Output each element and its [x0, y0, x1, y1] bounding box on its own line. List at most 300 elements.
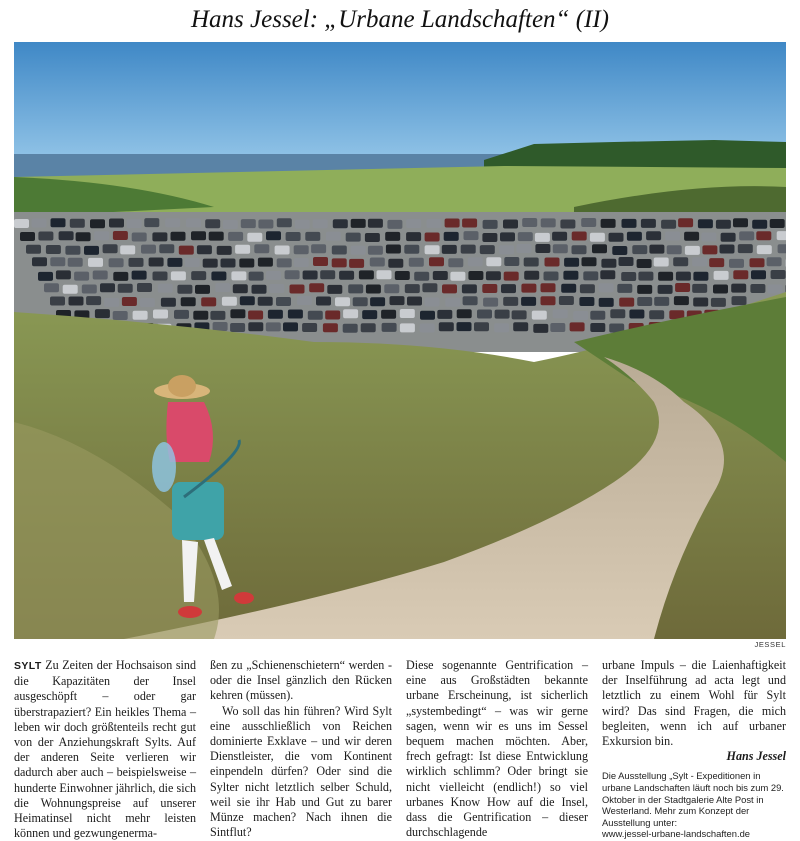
parked-car — [103, 244, 118, 253]
parked-car — [570, 322, 585, 331]
parked-car — [348, 284, 363, 293]
parked-car — [463, 296, 478, 305]
parked-car — [161, 298, 176, 307]
parked-car — [395, 271, 410, 280]
parked-car — [661, 220, 676, 229]
parked-car — [205, 219, 220, 228]
parked-car — [767, 257, 782, 266]
parked-car — [109, 258, 124, 267]
parked-car — [268, 310, 283, 319]
parked-car — [137, 283, 152, 292]
parked-car — [294, 258, 309, 267]
parked-car — [171, 271, 186, 280]
parked-car — [248, 311, 263, 320]
parked-car — [122, 297, 137, 306]
author-signature: Hans Jessel — [602, 749, 786, 764]
parked-car — [474, 322, 489, 331]
parked-car — [429, 257, 444, 266]
paragraph: Diese sogenannte Gentrification – eine aus Großstädten bekannte urbane Erscheinung, ist sicherlich „systembedingt“ – was wir gerne sagen, wenn wir es uns im Sessel bequem machen möchten. Aber, frech gefragt: Ist diese Entwicklung wirklich schlimm? Oder bringt sie nicht vielleicht (endlich!) so viel urbanes Know How auf die Insel, dass die Gentrification – dieser durchschlagende — [406, 658, 588, 840]
parked-car — [335, 297, 350, 306]
parked-car — [158, 284, 173, 293]
parked-car — [82, 285, 97, 294]
article-photo — [14, 42, 786, 639]
parked-car — [93, 271, 108, 280]
parked-car — [445, 219, 460, 228]
parked-car — [646, 231, 661, 240]
parked-car — [637, 297, 652, 306]
parked-car — [346, 233, 361, 242]
parked-car — [541, 218, 556, 227]
parked-car — [768, 285, 783, 294]
parked-car — [309, 283, 324, 292]
parked-car — [290, 285, 305, 294]
parked-car — [113, 272, 128, 281]
parked-car — [641, 219, 656, 228]
parked-car — [437, 310, 452, 319]
parked-car — [109, 219, 124, 228]
parked-car — [302, 323, 317, 332]
parked-car — [370, 297, 385, 306]
parked-car — [258, 258, 273, 267]
parked-car — [495, 310, 510, 319]
parked-car — [313, 219, 328, 228]
parked-car — [84, 246, 99, 255]
parked-car — [600, 270, 615, 279]
parked-car — [181, 297, 196, 306]
parked-car — [524, 258, 539, 267]
parked-car — [230, 309, 245, 318]
parked-car — [580, 284, 595, 293]
parked-car — [563, 271, 578, 280]
parked-car — [59, 231, 74, 240]
parked-car — [141, 245, 156, 254]
parked-car — [658, 272, 673, 281]
parked-car — [665, 232, 680, 241]
parked-car — [46, 245, 61, 254]
parked-car — [388, 259, 403, 268]
parked-car — [673, 257, 688, 266]
parked-car — [249, 272, 264, 281]
parked-car — [100, 283, 115, 292]
parked-car — [500, 232, 515, 241]
parked-car — [535, 244, 550, 253]
parked-car — [248, 322, 263, 331]
parked-car — [252, 285, 267, 294]
parked-car — [714, 271, 729, 280]
parked-car — [177, 285, 192, 294]
parked-car — [553, 244, 568, 253]
parked-car — [409, 258, 424, 267]
parked-car — [771, 270, 786, 279]
parked-car — [627, 232, 642, 241]
parked-car — [518, 232, 533, 241]
parked-car — [349, 259, 364, 268]
parked-car — [95, 309, 110, 318]
parked-car — [239, 259, 254, 268]
parked-car — [522, 218, 537, 227]
parked-car — [197, 245, 212, 254]
parked-car — [733, 218, 748, 227]
parked-car — [739, 231, 754, 240]
parked-car — [129, 258, 144, 267]
parked-car — [382, 323, 397, 332]
parked-car — [387, 220, 402, 229]
parked-car — [365, 233, 380, 242]
parked-car — [247, 233, 262, 242]
parked-car — [275, 246, 290, 255]
parked-car — [159, 244, 174, 253]
parked-car — [213, 322, 228, 331]
parked-car — [685, 246, 700, 255]
parked-car — [486, 271, 501, 280]
parked-car — [654, 258, 669, 267]
parked-car — [433, 271, 448, 280]
parked-car — [69, 297, 84, 306]
parked-car — [400, 323, 415, 332]
parked-car — [693, 298, 708, 307]
parked-car — [486, 257, 501, 266]
parked-car — [400, 309, 415, 318]
parked-car — [295, 220, 310, 229]
parked-car — [503, 297, 518, 306]
parked-car — [326, 232, 341, 241]
parked-car — [222, 297, 237, 306]
parked-car — [439, 322, 454, 331]
parked-car — [386, 245, 401, 254]
parked-car — [266, 271, 281, 280]
parked-car — [750, 284, 765, 293]
parked-car — [512, 310, 527, 319]
parked-car — [541, 283, 556, 292]
parked-car — [50, 257, 65, 266]
parked-car — [132, 233, 147, 242]
parked-car — [351, 219, 366, 228]
parked-car — [729, 259, 744, 268]
parked-car — [621, 272, 636, 281]
parked-car — [778, 244, 786, 253]
parked-car — [343, 309, 358, 318]
parked-car — [420, 324, 435, 333]
parked-car — [654, 297, 669, 306]
parked-car — [217, 246, 232, 255]
parked-car — [370, 258, 385, 267]
parked-car — [231, 271, 246, 280]
parked-car — [240, 296, 255, 305]
parked-car — [381, 310, 396, 319]
parked-car — [191, 271, 206, 280]
parked-car — [171, 232, 186, 241]
parked-car — [405, 284, 420, 293]
parked-car — [210, 311, 225, 320]
parked-car — [303, 271, 318, 280]
parked-car — [667, 245, 682, 254]
parked-car — [752, 220, 767, 229]
parked-car — [327, 285, 342, 294]
parked-car — [414, 272, 429, 281]
parked-car — [617, 284, 632, 293]
parked-car — [425, 233, 440, 242]
parked-car — [191, 231, 206, 240]
parked-car — [599, 298, 614, 307]
parked-car — [20, 232, 35, 241]
kicker: SYLT — [14, 660, 42, 672]
parked-car — [368, 246, 383, 255]
parked-car — [339, 271, 354, 280]
parked-car — [684, 232, 699, 241]
photo-credit: JESSEL — [754, 640, 786, 649]
parked-car — [461, 245, 476, 254]
parked-car — [351, 246, 366, 255]
parked-car — [609, 233, 624, 242]
info-text: Die Ausstellung „Sylt - Expeditionen in urbane Landschaften läuft noch bis zum 29. Oktober in der Stadtgalerie Alte Post in Westerland. Mehr zum Konzept der Ausstellung unter: — [602, 770, 784, 827]
parked-car — [283, 322, 298, 331]
parked-car — [619, 298, 634, 307]
paragraph: urbane Impuls – die Laienhaftigkeit der Inselführung ad acta legt und letztlich zu einem Wohl für Sylt wird? Das sind Fragen, die mich begleiten, wenn ich auf urbaner Exkursion bin. — [602, 658, 786, 749]
text-column-2 — [210, 658, 392, 840]
parked-car — [233, 284, 248, 293]
parked-car — [325, 311, 340, 320]
parked-car — [457, 322, 472, 331]
parked-car — [193, 311, 208, 320]
parked-car — [68, 258, 83, 267]
parked-car — [63, 285, 78, 294]
parked-car — [442, 284, 457, 293]
parked-car — [464, 231, 479, 240]
parked-car — [590, 323, 605, 332]
parked-car — [368, 219, 383, 228]
parked-car — [14, 219, 29, 228]
parked-car — [541, 296, 556, 305]
parked-car — [425, 245, 440, 254]
parked-car — [390, 296, 405, 305]
parked-car — [320, 270, 335, 279]
parked-car — [503, 220, 518, 229]
parked-car — [140, 298, 155, 307]
parked-car — [552, 232, 567, 241]
parked-car — [425, 298, 440, 307]
parked-car — [313, 257, 328, 266]
parked-car — [649, 245, 664, 254]
parked-car — [468, 271, 483, 280]
parked-car — [638, 272, 653, 281]
parked-car — [211, 272, 226, 281]
parked-car — [468, 257, 483, 266]
parked-car — [716, 220, 731, 229]
parked-car — [770, 219, 785, 228]
parked-car — [693, 272, 708, 281]
parked-car — [573, 311, 588, 320]
parked-car — [482, 284, 497, 293]
parked-car — [420, 311, 435, 320]
parked-car — [230, 323, 245, 332]
parked-car — [70, 219, 85, 228]
parked-car — [133, 311, 148, 320]
parked-car — [266, 231, 281, 240]
parked-car — [698, 219, 713, 228]
parked-car — [285, 270, 300, 279]
parked-car — [572, 232, 587, 241]
parked-car — [104, 298, 119, 307]
parked-car — [185, 258, 200, 267]
parked-car — [241, 219, 256, 228]
parked-car — [572, 245, 587, 254]
parked-car — [545, 258, 560, 267]
parked-car — [65, 246, 80, 255]
paragraph: Zu Zeiten der Hochsaison sind die Kapazitäten der Insel ausgeschöpft – oder gar überstrapaziert? Ein heikles Thema – leben wir doch größtenteils recht gut von der Anziehungskraft Sylts. Auf der anderen Seite verlieren wir dadurch aber auch – beispielsweise – hunderte Einwohner jährlich, die sich die Wohnungspreise auf unserer Heimatinsel nicht mehr leisten können und gezwungenerma- — [14, 658, 196, 840]
parked-car — [649, 310, 664, 319]
parked-car — [76, 232, 91, 241]
parked-car — [450, 272, 465, 281]
parked-car — [757, 245, 772, 254]
parked-car — [676, 272, 691, 281]
parked-car — [266, 322, 281, 331]
parked-car — [494, 323, 509, 332]
parked-car — [674, 296, 689, 305]
parked-car — [445, 298, 460, 307]
parked-car — [444, 232, 459, 241]
parked-car — [738, 244, 753, 253]
parked-car — [297, 296, 312, 305]
parked-car — [702, 245, 717, 254]
parked-car — [448, 258, 463, 267]
parked-car — [713, 285, 728, 294]
parked-car — [316, 297, 331, 306]
parked-car — [560, 220, 575, 229]
parked-car — [235, 245, 250, 254]
parked-car — [692, 284, 707, 293]
parked-car — [777, 231, 786, 240]
parked-car — [599, 283, 614, 292]
parked-car — [629, 310, 644, 319]
parked-car — [678, 218, 693, 227]
text-column-1 — [14, 658, 196, 841]
parked-car — [457, 309, 472, 318]
parked-car — [721, 233, 736, 242]
parked-car — [288, 310, 303, 319]
parked-car — [483, 220, 498, 229]
parked-car — [601, 219, 616, 228]
parked-car — [32, 257, 47, 266]
parked-car — [422, 283, 437, 292]
parked-car — [51, 218, 66, 227]
parked-car — [113, 231, 128, 240]
parked-car — [38, 272, 53, 281]
parked-car — [333, 219, 348, 228]
parked-car — [544, 272, 559, 281]
parked-car — [427, 219, 442, 228]
parked-car — [501, 284, 516, 293]
parked-car — [149, 258, 164, 267]
parked-car — [559, 296, 574, 305]
parked-car — [442, 245, 457, 254]
parked-car — [113, 311, 128, 320]
parked-car — [517, 244, 532, 253]
parked-car — [533, 324, 548, 333]
parked-car — [203, 259, 218, 268]
parked-car — [612, 246, 627, 255]
parked-car — [385, 232, 400, 241]
parked-car — [153, 310, 168, 319]
parked-car — [504, 257, 519, 266]
parked-car — [86, 296, 101, 305]
parked-car — [228, 232, 243, 241]
parked-car — [258, 297, 273, 306]
parked-car — [323, 323, 338, 332]
parked-car — [733, 270, 748, 279]
parked-car — [332, 258, 347, 267]
info-url-link[interactable]: www.jessel-urbane-landschaften.de — [602, 828, 786, 840]
parked-car — [513, 322, 528, 331]
parked-car — [579, 297, 594, 306]
parked-car — [750, 258, 765, 267]
text-column-3 — [406, 658, 588, 840]
parked-car — [74, 272, 89, 281]
parked-car — [88, 258, 103, 267]
sky — [14, 42, 786, 157]
parked-car — [90, 219, 105, 228]
parked-car — [637, 259, 652, 268]
parked-car — [499, 245, 514, 254]
parked-car — [120, 245, 135, 254]
parked-car — [732, 296, 747, 305]
parked-car — [483, 298, 498, 307]
parked-car — [165, 218, 180, 227]
parked-car — [658, 285, 673, 294]
parked-car — [581, 218, 596, 227]
parked-car — [622, 219, 637, 228]
text-column-4 — [602, 658, 786, 840]
parked-car — [632, 245, 647, 254]
parked-car — [144, 218, 159, 227]
parked-car — [254, 244, 269, 253]
parked-car — [590, 233, 605, 242]
parked-car — [44, 283, 59, 292]
parked-car — [343, 324, 358, 333]
parked-car — [477, 310, 492, 319]
parked-car — [258, 220, 273, 229]
parked-car — [619, 257, 634, 266]
parked-car — [701, 233, 716, 242]
parked-car — [277, 258, 292, 267]
parked-car — [482, 233, 497, 242]
parked-car — [462, 284, 477, 293]
parked-car — [276, 297, 291, 306]
parked-car — [153, 272, 168, 281]
parked-car — [675, 283, 690, 292]
parked-car — [407, 297, 422, 306]
parked-car — [610, 309, 625, 318]
parked-car — [221, 259, 236, 268]
parked-car — [711, 298, 726, 307]
parked-car — [294, 245, 309, 254]
parked-car — [366, 285, 381, 294]
parked-car — [38, 232, 53, 241]
parked-car — [637, 285, 652, 294]
parked-car — [601, 259, 616, 268]
parked-car — [561, 284, 576, 293]
parked-car — [504, 272, 519, 281]
paragraph: ßen zu „Schienenschietern“ werden - oder die Insel gänzlich den Rücken kehren (müssen). — [210, 658, 392, 704]
parked-car — [118, 284, 133, 293]
headline: Hans Jessel: „Urbane Landschaften“ (II) — [0, 6, 800, 34]
parked-car — [179, 246, 194, 255]
parked-car — [174, 310, 189, 319]
parked-car — [550, 323, 565, 332]
parked-car — [692, 257, 707, 266]
parked-car — [709, 258, 724, 267]
parked-car — [127, 219, 142, 228]
parked-car — [406, 232, 421, 241]
